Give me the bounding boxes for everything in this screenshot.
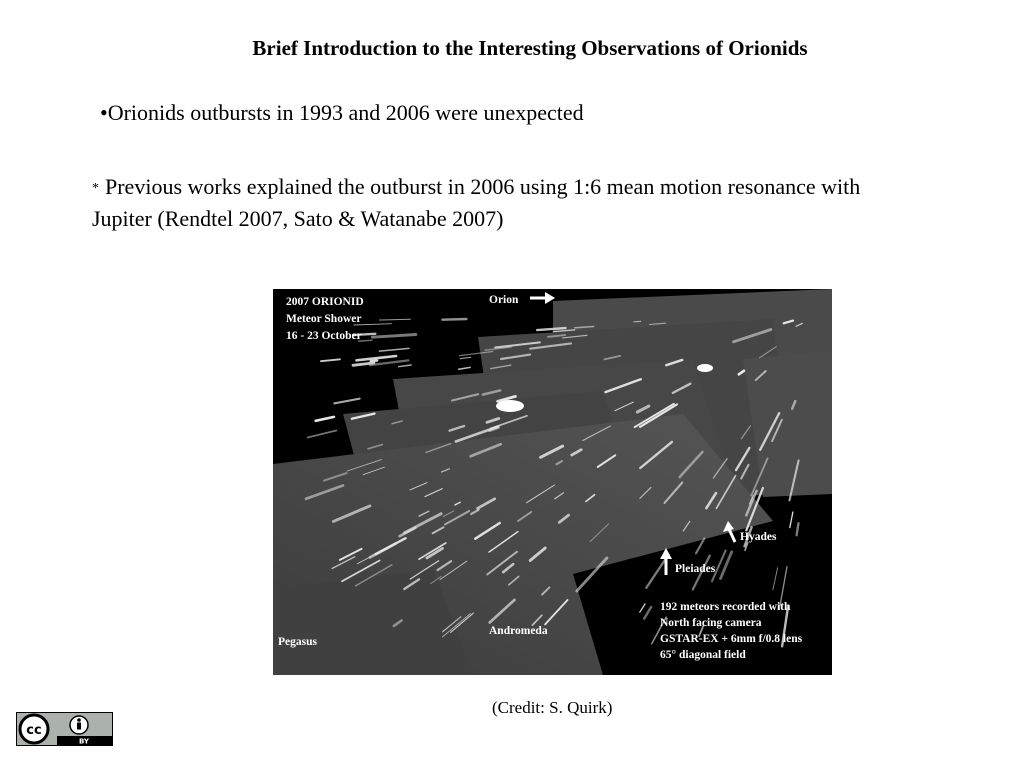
svg-text:2007 ORIONID Meteor Show bbox=[286, 296, 367, 342]
meteor-streak bbox=[399, 365, 412, 367]
pegasus-label: Pegasus bbox=[278, 636, 317, 648]
photo-caption-line: GSTAR-EX + 6mm f/0.8 lens bbox=[660, 633, 803, 645]
hyades-label: Hyades bbox=[740, 531, 777, 543]
creative-commons-icon bbox=[20, 715, 48, 743]
photo-caption-line: 192 meteors recorded with bbox=[660, 601, 791, 613]
meteor-streak bbox=[797, 523, 799, 535]
meteor-streak bbox=[773, 568, 778, 590]
photo-header-line: Meteor Shower bbox=[286, 313, 362, 325]
note-marker: * bbox=[92, 180, 99, 196]
pleiades-arrow-icon bbox=[660, 548, 672, 575]
meteor-streak bbox=[372, 335, 416, 338]
photo-caption-line: 65° diagonal field bbox=[660, 649, 746, 661]
bright-fireball bbox=[496, 400, 524, 412]
orion-arrow-icon bbox=[530, 292, 555, 304]
meteor-streak bbox=[371, 361, 378, 362]
cc-by-license-badge[interactable] bbox=[16, 712, 113, 746]
bright-star bbox=[697, 364, 713, 372]
meteor-streak bbox=[321, 359, 340, 361]
slide-title: Brief Introduction to the Interesting Observations of Orionids bbox=[252, 36, 808, 60]
meteor-streak bbox=[460, 357, 471, 358]
photo-caption-line: North facing camera bbox=[660, 617, 762, 629]
meteor-streak bbox=[379, 319, 410, 320]
meteor-streak bbox=[316, 417, 334, 421]
bullet-point: •Orionids outbursts in 1993 and 2006 were unexpected bbox=[100, 100, 584, 125]
meteor-streak bbox=[640, 604, 645, 612]
svg-text:cc: cc bbox=[26, 723, 42, 738]
orion-label: Orion bbox=[489, 294, 519, 306]
photo-credit: (Credit: S. Quirk) bbox=[492, 698, 613, 717]
meteor-streak bbox=[442, 319, 466, 320]
meteor-streak bbox=[334, 399, 359, 404]
meteor-streak bbox=[459, 367, 471, 369]
meteor-streak bbox=[644, 607, 651, 618]
photo-header-line: 2007 ORIONID bbox=[286, 296, 364, 308]
meteor-streak bbox=[308, 431, 337, 438]
meteor-streak bbox=[646, 558, 666, 588]
meteor-shower-photo bbox=[273, 289, 832, 675]
photo-header-line: 16 - 23 October bbox=[286, 330, 362, 342]
note-text: Previous works explained the outburst in 2006 using 1:6 mean motion resonance with Jupiter (Rendtel 2007, Sato & Watanabe 2007) bbox=[92, 174, 861, 231]
by-label: BY bbox=[78, 737, 90, 745]
andromeda-label: Andromeda bbox=[489, 625, 548, 637]
attribution-person-icon bbox=[70, 716, 88, 734]
meteor-streak bbox=[790, 512, 793, 528]
pleiades-label: Pleiades bbox=[675, 563, 716, 575]
note-paragraph bbox=[92, 172, 872, 234]
meteor-streak bbox=[379, 348, 409, 351]
